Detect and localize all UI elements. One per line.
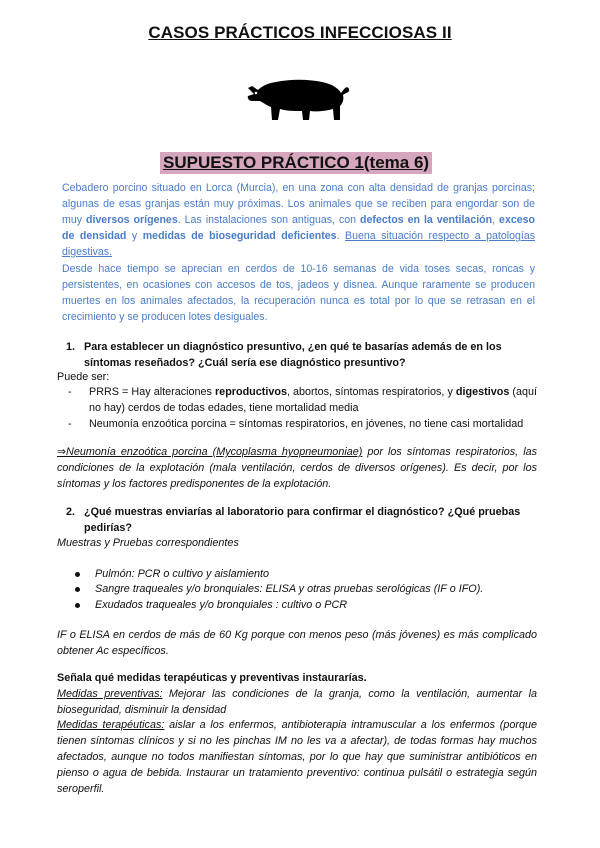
- bullet-text: Exudados traqueales y/o bronquiales : cultivo o PCR: [95, 599, 348, 611]
- list-item: [75, 566, 535, 582]
- case-title: SUPUESTO PRÁCTICO 1(tema 6): [160, 152, 432, 174]
- intro-underlined-digestive: Buena situación respecto a patologías digestivas.: [62, 230, 536, 258]
- list-item-text: Neumonía enzoótica porcina = síntomas respiratorios, en jóvenes, no tiene casi mortalidad: [89, 418, 524, 430]
- diagnosis-underlined: ⇒Neumonía enzoótica porcina (Mycoplasma hyopneumoniae): [57, 446, 363, 458]
- question-text: ¿Qué muestras enviarías al laboratorio para confirmar el diagnóstico? ¿Qué pruebas: [84, 506, 521, 518]
- intro-bold-ventilation: defectos en la ventilación: [360, 214, 493, 226]
- preventive-text: Mejorar las condiciones de la granja, como la ventilación, aumentar la bioseguridad, disminuir la densidad: [57, 688, 537, 716]
- diagnosis-answer: [57, 444, 537, 492]
- therapeutic-measures: [57, 717, 537, 797]
- list-item-prrs: [68, 384, 538, 416]
- measures-title: Señala qué medidas terapéuticas y preventivas instaurarías.: [57, 672, 367, 684]
- list-item-neumonia: [68, 416, 538, 432]
- list-item: [75, 581, 535, 597]
- text-run: , abortos, síntomas respiratorios, y: [286, 386, 456, 398]
- intro-text: Cebadero porcino situado en Lorca (Murcia), en una zona con alta densidad de granjas porcinas; algunas de esas granjas están muy próximas. Los animales que se reciben para engordar son de muy: [62, 182, 535, 226]
- intro-bold-origins: diversos orígenes: [86, 214, 178, 226]
- bullet-icon: [75, 572, 80, 577]
- intro-text: .: [336, 230, 346, 242]
- intro-bold-density: exceso de densidad: [62, 214, 535, 242]
- document-title: CASOS PRÁCTICOS INFECCIOSAS II: [148, 23, 452, 42]
- puede-ser-label: Puede ser:: [57, 371, 110, 383]
- question-number: 2.: [66, 506, 76, 518]
- intro-bold-biosecurity: medidas de bioseguridad deficientes: [142, 230, 337, 242]
- intro-text: y: [126, 230, 143, 242]
- text-run: PRRS = Hay alteraciones: [89, 386, 215, 398]
- question-text-cont: síntomas reseñados? ¿Cuál sería ese diagnóstico presuntivo?: [84, 357, 406, 369]
- intro-text: . Las instalaciones son antiguas, con: [177, 214, 361, 226]
- intro-text: ,: [492, 214, 500, 226]
- question-text-cont: pedirías?: [84, 522, 133, 534]
- bullet-icon: [75, 587, 80, 592]
- bullet-text: Pulmón: PCR o cultivo y aislamiento: [95, 568, 270, 580]
- serology-note: IF o ELISA en cerdos de más de 60 Kg porque con menos peso (más jóvenes) es más complicado obtener Ac específicos.: [57, 629, 537, 657]
- case-symptoms: Desde hace tiempo se aprecian en cerdos de 10-16 semanas de vida toses secas, roncas y persistentes, en ocasiones con accesos de tos, jadeos y disnea. Aunque raramente se producen muertes en los animales afectados, la recuperación nunca es total por lo que se retrasan en el crecimiento y se producen lotes desiguales.: [62, 263, 535, 323]
- pig-icon: [246, 74, 352, 126]
- question-number: 1.: [66, 341, 76, 353]
- question-2: [66, 504, 536, 536]
- therapeutic-label: Medidas terapéuticas:: [57, 719, 165, 731]
- question-text: Para establecer un diagnóstico presuntivo, ¿en qué te basarías además de en los: [84, 341, 502, 353]
- list-item-text: [89, 384, 537, 416]
- question-1: [66, 339, 536, 371]
- therapeutic-text: aislar a los enfermos, antibioterapia intramuscular a los enfermos (porque tienen síntomas clínicos y si no les pinchas IM no les va a afectar), de todas formas hay muchos afectados, aunque no todos manifiestan síntomas, por lo que hay que suministrar antibióticos en pienso o agua de bebida. Instaurar un tratamiento preventivo: continua pulsátil o estrategia según seroperfil.: [57, 719, 537, 795]
- bold-run: reproductivos: [214, 386, 287, 398]
- samples-subtitle: Muestras y Pruebas correspondientes: [57, 537, 239, 549]
- dash-mark: -: [68, 418, 72, 430]
- diagnosis-text: por los síntomas respiratorios, las condiciones de la explotación (mala ventilación, cerdos de diversos orígenes). Es decir, por los síntomas y los factores predisponentes de la explotación.: [57, 446, 537, 490]
- dash-mark: -: [68, 386, 72, 398]
- preventive-label: Medidas preventivas:: [57, 688, 163, 700]
- bullet-icon: [75, 603, 80, 608]
- list-item: [75, 597, 535, 613]
- preventive-measures: [57, 686, 537, 718]
- case-description: [62, 180, 535, 260]
- bullet-text: Sangre traqueales y/o bronquiales: ELISA y otras pruebas serológicas (IF o IFO).: [95, 583, 484, 595]
- text-run: (aquí no hay) cerdos de todas edades, tiene mortalidad media: [89, 386, 537, 414]
- bold-run: digestivos: [455, 386, 510, 398]
